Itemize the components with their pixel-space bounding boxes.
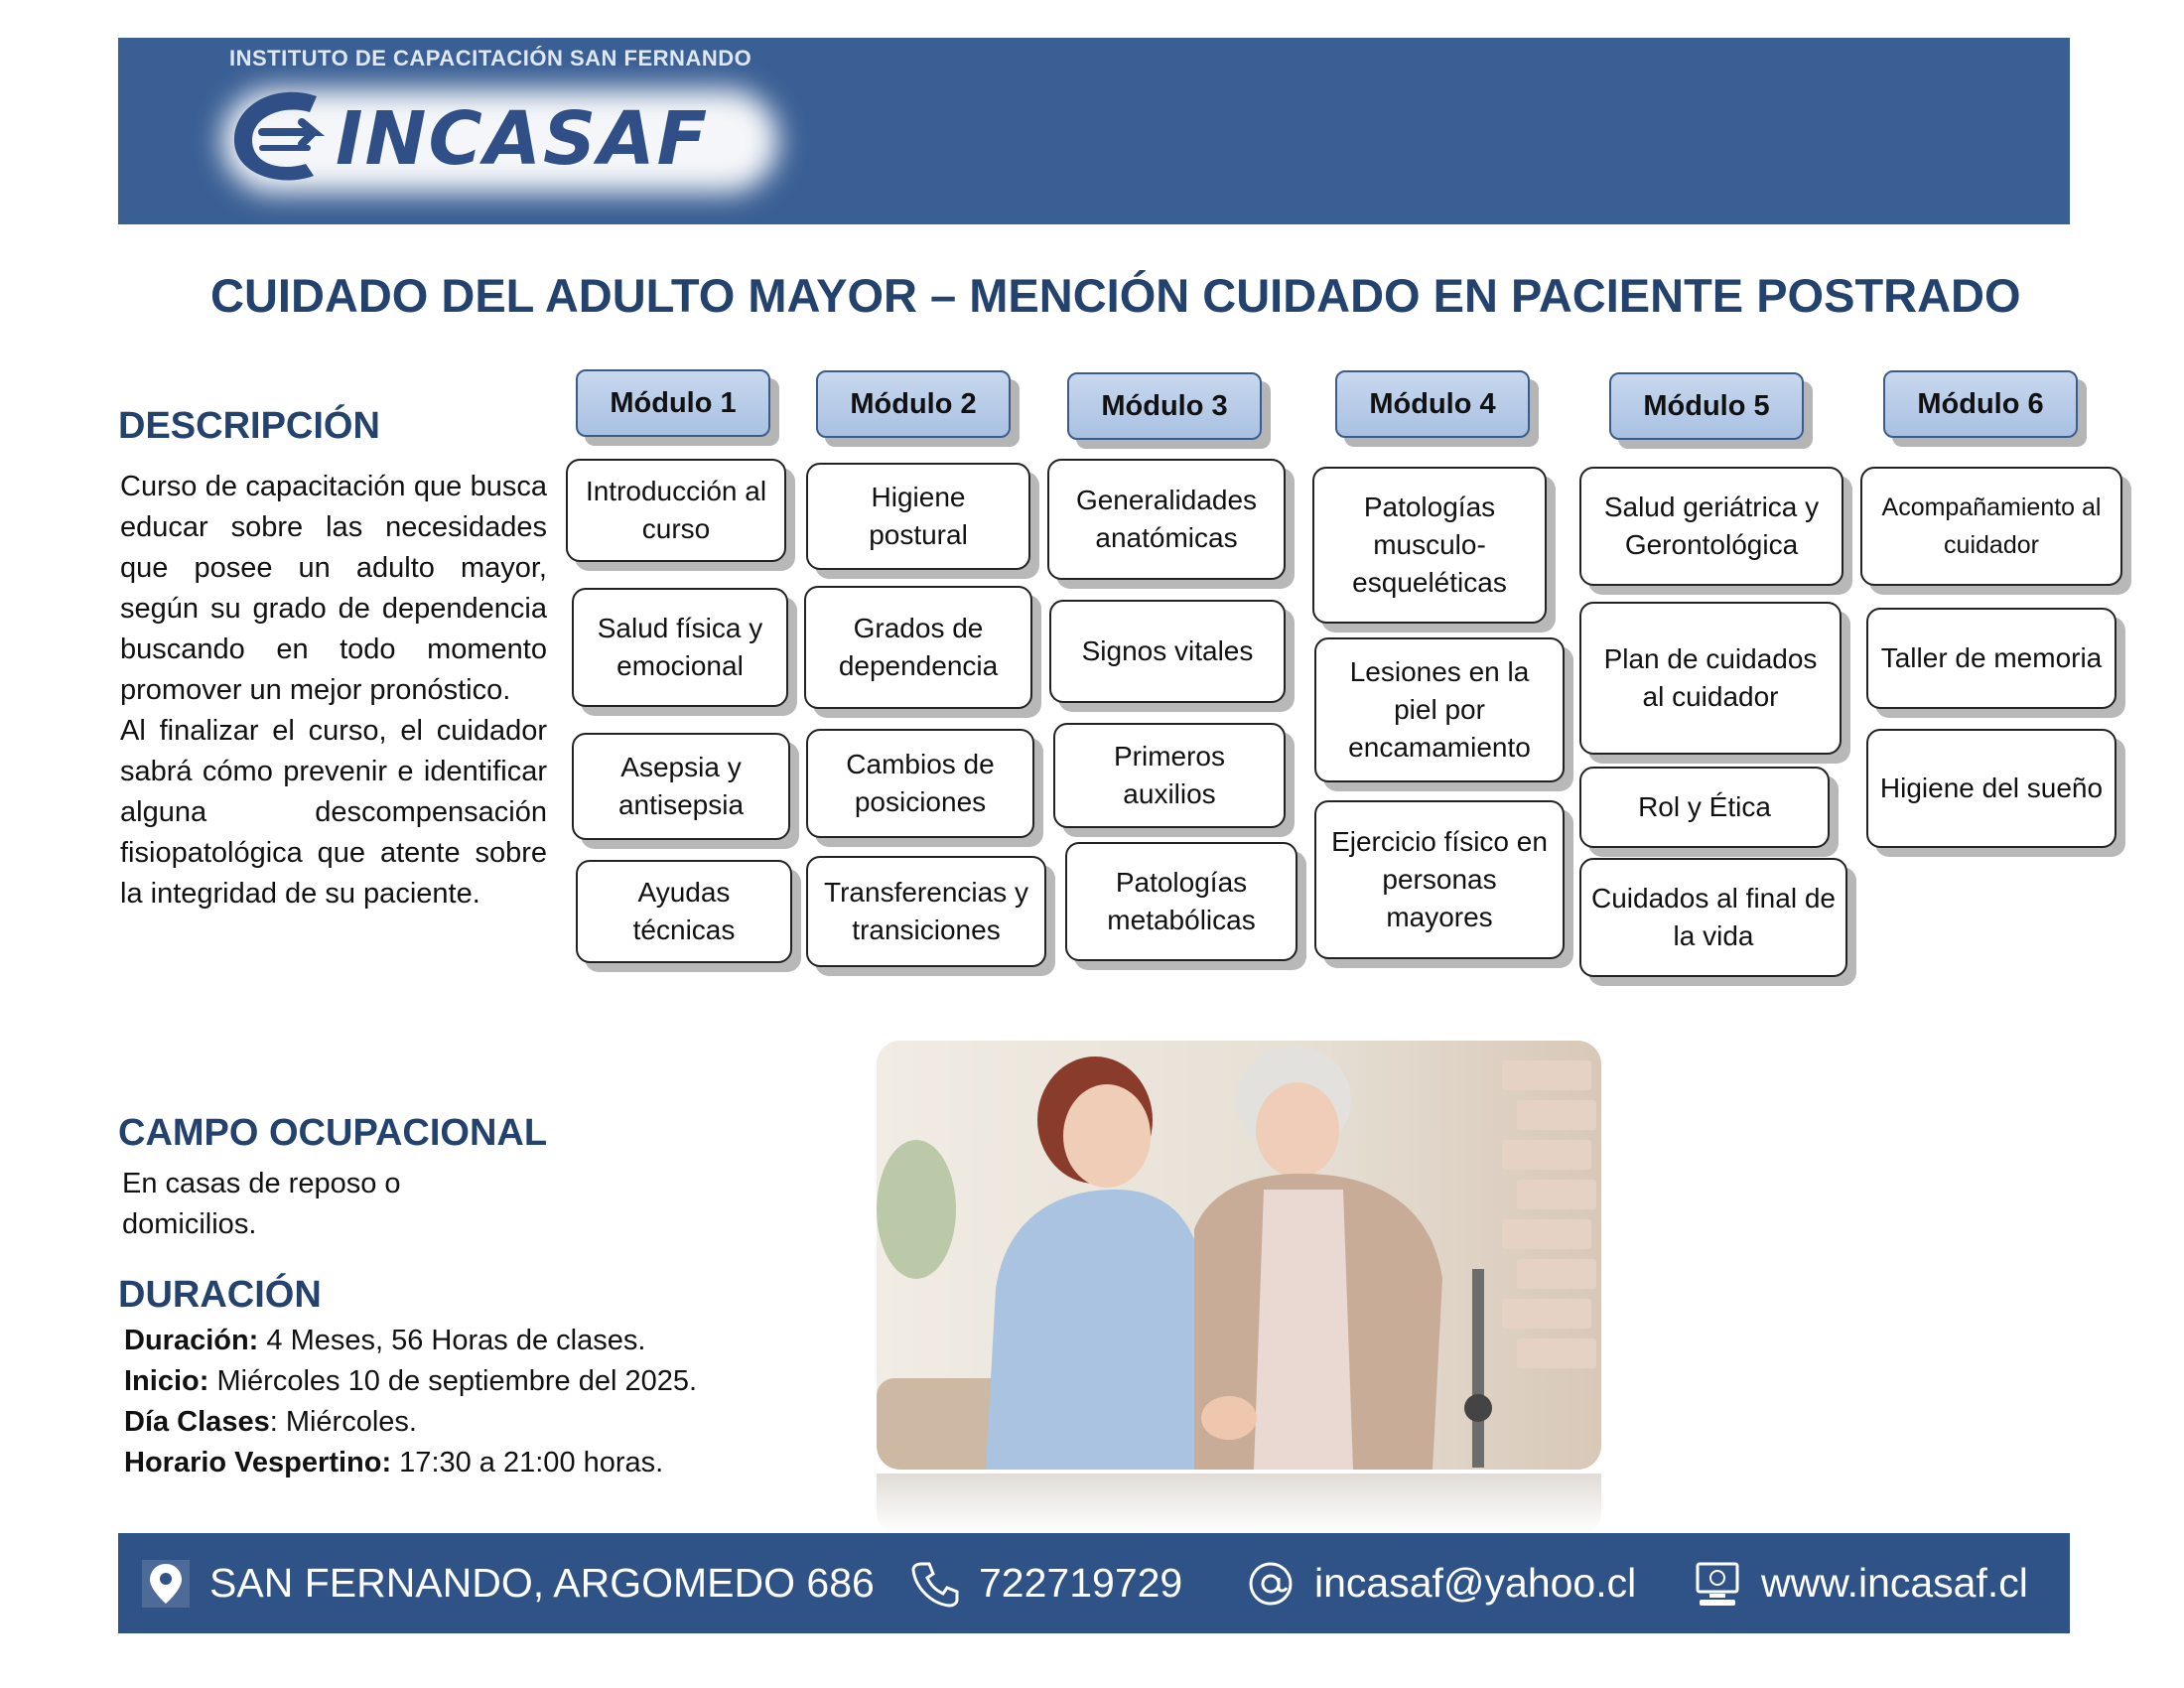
- phone-icon: [909, 1558, 961, 1610]
- header-banner: [118, 38, 2070, 224]
- module-3-item: Patologías metabólicas: [1065, 842, 1297, 961]
- duracion-line: Duración: 4 Meses, 56 Horas de clases.: [124, 1325, 646, 1356]
- descripcion-heading: DESCRIPCIÓN: [118, 405, 380, 447]
- duracion-details: [124, 1321, 697, 1483]
- horario-line: Horario Vespertino: 17:30 a 21:00 horas.: [124, 1447, 664, 1478]
- footer-address: [140, 1533, 875, 1633]
- footer-phone-text: 722719729: [979, 1560, 1183, 1606]
- module-3-item: Signos vitales: [1049, 600, 1286, 703]
- module-1-item: Introducción al curso: [566, 459, 786, 562]
- module-3-item: Generalidades anatómicas: [1047, 459, 1286, 580]
- caregiver-photo-illustration: [877, 1041, 1601, 1470]
- dia-clases-line: Día Clases: Miércoles.: [124, 1406, 417, 1438]
- footer-web: [1692, 1533, 2028, 1633]
- campo-text: En casas de reposo o domicilios.: [122, 1168, 401, 1240]
- footer-email: [1245, 1533, 1636, 1633]
- page-title: CUIDADO DEL ADULTO MAYOR – MENCIÓN CUIDADO EN PACIENTE POSTRADO: [210, 269, 2021, 322]
- module-6-item: Acompañamiento al cuidador: [1860, 467, 2122, 586]
- module-4-item: Lesiones en la piel por encamamiento: [1314, 637, 1565, 782]
- module-2-item: Grados de dependencia: [804, 586, 1032, 709]
- caregiver-photo: [877, 1041, 1601, 1470]
- photo-reflection: [877, 1474, 1601, 1533]
- descripcion-paragraph-1: Curso de capacitación que busca educar sobre las necesidades que posee un adulto mayor, según su grado de dependencia buscando en todo momento promover un mejor pronóstico.: [120, 471, 547, 706]
- module-5-item: Rol y Ética: [1579, 767, 1830, 848]
- module-1-header: Módulo 1: [576, 369, 770, 437]
- module-3-item: Primeros auxilios: [1053, 723, 1286, 828]
- module-4-item: Patologías musculo-esqueléticas: [1312, 467, 1547, 624]
- module-5-item: Cuidados al final de la vida: [1579, 858, 1847, 977]
- descripcion-paragraph-2: Al finalizar el curso, el cuidador sabrá cómo prevenir e identificar alguna descompensación fisiopatológica que atente sobre la integridad de su paciente.: [120, 715, 547, 910]
- module-4-header: Módulo 4: [1335, 370, 1530, 438]
- logo: [222, 79, 778, 199]
- logo-text: INCASAF: [336, 96, 710, 182]
- module-3-header: Módulo 3: [1067, 372, 1262, 440]
- institute-name: INSTITUTO DE CAPACITACIÓN SAN FERNANDO: [229, 46, 752, 70]
- duracion-heading: DURACIÓN: [118, 1274, 322, 1316]
- module-5-header: Módulo 5: [1609, 372, 1804, 440]
- descripcion-text: [120, 467, 547, 914]
- inicio-line: Inicio: Miércoles 10 de septiembre del 2025.: [124, 1365, 698, 1397]
- logo-swoosh-icon: [222, 84, 341, 194]
- module-6-item: Taller de memoria: [1866, 608, 2116, 709]
- module-2-item: Cambios de posiciones: [806, 729, 1034, 838]
- footer-phone: [909, 1533, 1182, 1633]
- module-1-item: Asepsia y antisepsia: [572, 733, 790, 840]
- campo-heading: CAMPO OCUPACIONAL: [118, 1112, 548, 1154]
- module-1-item: Ayudas técnicas: [576, 860, 792, 963]
- footer-address-text: SAN FERNANDO, ARGOMEDO 686: [209, 1560, 875, 1606]
- module-1-item: Salud física y emocional: [572, 588, 788, 707]
- footer-web-text: www.incasaf.cl: [1761, 1560, 2028, 1606]
- module-2-item: Higiene postural: [806, 463, 1030, 570]
- footer-email-text: incasaf@yahoo.cl: [1314, 1560, 1637, 1606]
- computer-icon: [1692, 1558, 1743, 1610]
- location-icon: [140, 1558, 192, 1610]
- module-2-item: Transferencias y transiciones: [806, 856, 1046, 967]
- footer-bar: [118, 1533, 2070, 1633]
- module-4-item: Ejercicio físico en personas mayores: [1314, 800, 1565, 959]
- at-icon: [1245, 1558, 1297, 1610]
- module-2-header: Módulo 2: [816, 370, 1011, 438]
- module-5-item: Salud geriátrica y Gerontológica: [1579, 467, 1843, 586]
- module-6-header: Módulo 6: [1883, 370, 2078, 438]
- module-6-item: Higiene del sueño: [1866, 729, 2116, 848]
- module-5-item: Plan de cuidados al cuidador: [1579, 602, 1842, 755]
